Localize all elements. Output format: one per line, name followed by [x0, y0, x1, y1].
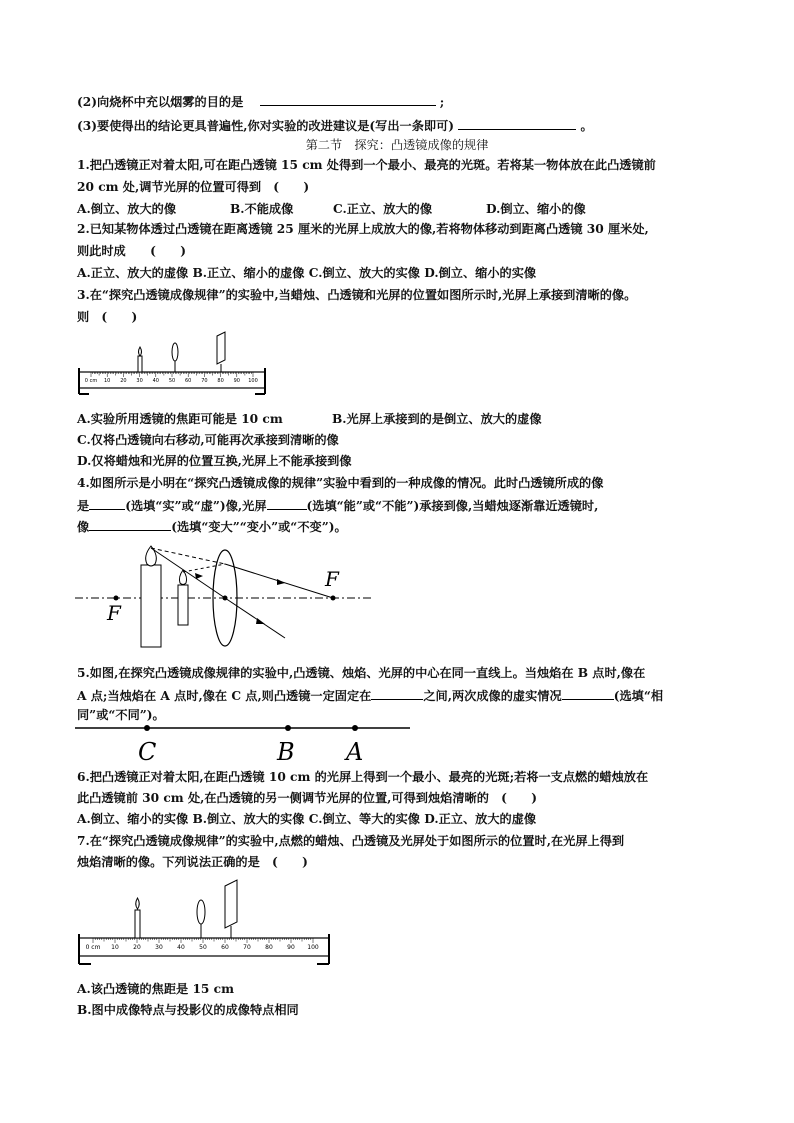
point-label-b: B [277, 738, 295, 766]
answer-blank[interactable] [458, 116, 576, 130]
ruler-tick-label: 10 [111, 944, 119, 951]
q1-line2: 20 cm 处,调节光屏的位置可得到 ( ) [77, 180, 310, 194]
ruler-tick-label: 20 [120, 378, 127, 384]
ruler-tick-label: 20 [133, 944, 141, 951]
q2-line1: 2.已知某物体透过凸透镜在距离透镜 25 厘米的光屏上成放大的像,若将物体移动到距离凸透镜 30 厘米处, [77, 222, 649, 236]
ruler-tick-label: 60 [221, 944, 229, 951]
ruler-tick-label: 70 [201, 378, 208, 384]
text: ; [439, 95, 445, 109]
q3-option-b[interactable]: B.光屏上承接到的是倒立、放大的虚像 [332, 412, 542, 426]
ray-diagram-figure-q4 [75, 540, 375, 655]
focus-label-right: F [325, 567, 339, 591]
focus-label-left: F [107, 601, 121, 625]
q3-line2: 则 ( ) [77, 310, 138, 324]
ruler-tick-label: 100 [307, 944, 319, 951]
ruler-tick-label: 70 [243, 944, 251, 951]
text: (3)要使得出的结论更具普遍性,你对实验的改进建议是(写出一条即可) [77, 119, 455, 133]
q5-line2 [77, 686, 663, 705]
q6-line1: 6.把凸透镜正对着太阳,在距凸透镜 10 cm 的光屏上得到一个最小、最亮的光斑;若将一支点燃的蜡烛放在 [77, 770, 649, 784]
ruler-tick-label: 80 [265, 944, 273, 951]
q3-option-a[interactable]: A.实验所用透镜的焦距可能是 10 cm [77, 412, 283, 426]
ruler-tick-label: 30 [155, 944, 163, 951]
q7-option-a[interactable]: A.该凸透镜的焦距是 15 cm [77, 982, 234, 996]
q6-line2: 此凸透镜前 30 cm 处,在凸透镜的另一侧调节光屏的位置,可得到烛焰清晰的 ( ) [77, 791, 538, 805]
points-line-figure-q5 [75, 722, 415, 767]
line-q2-smoke [77, 92, 444, 111]
q4-line1: 4.如图所示是小明在“探究凸透镜成像的规律”实验中看到的一种成像的情况。此时凸透镜所成的像 [77, 476, 604, 490]
q1-option-a[interactable]: A.倒立、放大的像 [77, 202, 177, 216]
answer-blank[interactable] [89, 517, 171, 531]
q1-option-b[interactable]: B.不能成像 [230, 202, 294, 216]
answer-blank[interactable] [371, 686, 423, 700]
q6-options[interactable]: A.倒立、缩小的实像 B.倒立、放大的实像 C.倒立、等大的实像 D.正立、放大的虚像 [77, 812, 537, 826]
ruler-tick-label: 10 [104, 378, 111, 384]
text: 之间,两次成像的虚实情况 [423, 689, 562, 703]
ruler-tick-label: 50 [168, 378, 176, 384]
point-label-a: A [346, 738, 364, 766]
optical-bench-figure-q7 [77, 876, 337, 968]
q1-line1: 1.把凸透镜正对着太阳,可在距凸透镜 15 cm 处得到一个最小、最亮的光斑。若将某一物体放在此凸透镜前 [77, 158, 656, 172]
text: A 点;当烛焰在 A 点时,像在 C 点,则凸透镜一定固定在 [77, 689, 372, 703]
ruler-tick-label: 100 [248, 378, 258, 384]
q3-line1: 3.在“探究凸透镜成像规律”的实验中,当蜡烛、凸透镜和光屏的位置如图所示时,光屏上承接到清晰的像。 [77, 288, 637, 302]
answer-blank[interactable] [260, 92, 436, 106]
line-q3-suggestion [77, 116, 593, 135]
section-title: 第二节 探究：凸透镜成像的规律 [305, 138, 489, 152]
q7-option-b[interactable]: B.图中成像特点与投影仪的成像特点相同 [77, 1003, 299, 1017]
q2-line2: 则此时成 ( ) [77, 244, 187, 258]
text: 像 [77, 520, 90, 534]
ruler-tick-label: 90 [287, 944, 295, 951]
ruler-tick-label: 30 [136, 378, 143, 384]
q7-line1: 7.在“探究凸透镜成像规律”的实验中,点燃的蜡烛、凸透镜及光屏处于如图所示的位置时,在光屏上得到 [77, 834, 625, 848]
text: (选填“变大”“变小”或“不变”)。 [171, 520, 347, 534]
text: (选填“相 [613, 689, 664, 703]
ruler-tick-label: 40 [152, 378, 159, 384]
q3-option-c[interactable]: C.仅将凸透镜向右移动,可能再次承接到清晰的像 [77, 433, 339, 447]
answer-blank[interactable] [267, 496, 307, 510]
q4-line3 [77, 517, 347, 536]
q1-option-c[interactable]: C.正立、放大的像 [333, 202, 433, 216]
text: 。 [580, 119, 593, 133]
text: (选填“能”或“不能”)承接到像,当蜡烛逐渐靠近透镜时, [306, 499, 599, 513]
ruler-tick-label: 40 [177, 944, 185, 951]
ruler-tick-label: 0 cm [84, 378, 98, 384]
optical-bench-figure-q3 [77, 330, 267, 400]
text: (2)向烧杯中充以烟雾的目的是 [77, 95, 244, 109]
q1-option-d[interactable]: D.倒立、缩小的像 [486, 202, 586, 216]
ruler-tick-label: 60 [185, 378, 192, 384]
answer-blank[interactable] [89, 496, 125, 510]
q4-line2 [77, 496, 598, 515]
text: (选填“实”或“虚”)像,光屏 [125, 499, 267, 513]
text: 是 [77, 499, 90, 513]
q5-line1: 5.如图,在探究凸透镜成像规律的实验中,凸透镜、烛焰、光屏的中心在同一直线上。当烛焰在 B 点时,像在 [77, 666, 646, 680]
ruler-tick-label: 80 [217, 378, 224, 384]
answer-blank[interactable] [562, 686, 614, 700]
ruler-tick-label: 0 cm [85, 944, 101, 951]
q5-line3: 同”或“不同”)。 [77, 708, 165, 722]
q7-line2: 烛焰清晰的像。下列说法正确的是 ( ) [77, 855, 308, 869]
ruler-tick-label: 90 [233, 378, 240, 384]
point-label-c: C [138, 738, 157, 766]
ruler-tick-label: 50 [199, 944, 207, 951]
q3-option-d[interactable]: D.仅将蜡烛和光屏的位置互换,光屏上不能承接到像 [77, 454, 352, 468]
q2-options[interactable]: A.正立、放大的虚像 B.正立、缩小的虚像 C.倒立、放大的实像 D.倒立、缩小的实像 [77, 266, 537, 280]
